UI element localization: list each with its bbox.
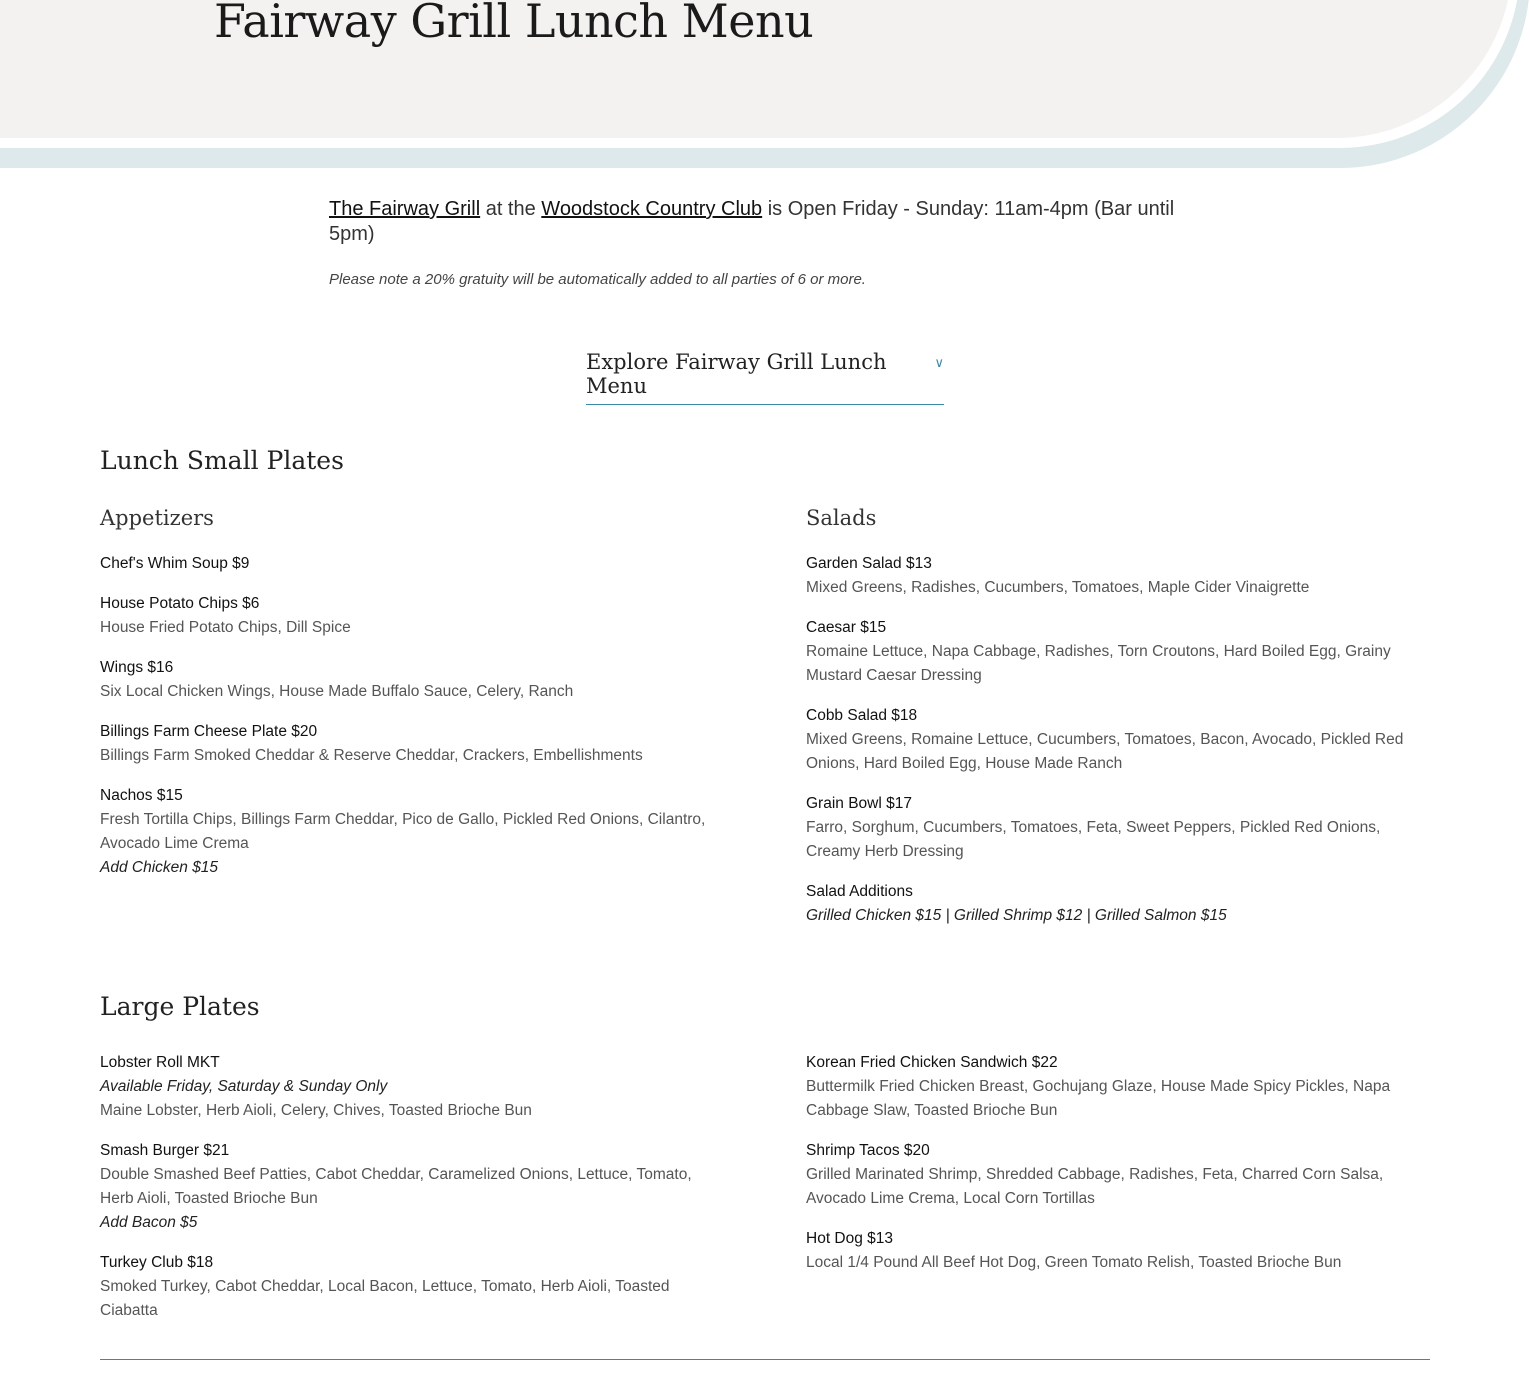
menu-item [100, 784, 725, 880]
item-description: Double Smashed Beef Patties, Cabot Cheddar, Caramelized Onions, Lettuce, Tomato, Herb Aioli, Toasted Brioche Bun [100, 1166, 692, 1207]
item-description: Maine Lobster, Herb Aioli, Celery, Chives, Toasted Brioche Bun [100, 1102, 532, 1119]
item-name: Chef's Whim Soup $9 [100, 555, 250, 572]
item-description: Local 1/4 Pound All Beef Hot Dog, Green Tomato Relish, Toasted Brioche Bun [806, 1254, 1342, 1271]
menu-item [806, 880, 1431, 928]
item-description: House Fried Potato Chips, Dill Spice [100, 619, 351, 636]
item-note: Available Friday, Saturday & Sunday Only [100, 1078, 388, 1095]
fairway-grill-link[interactable]: The Fairway Grill [329, 198, 481, 220]
item-addon: Add Chicken $15 [100, 859, 219, 876]
item-addon: Add Bacon $5 [100, 1214, 198, 1231]
chevron-down-icon: ∨ [934, 356, 944, 371]
item-name: Caesar $15 [806, 619, 887, 636]
menu-item [806, 616, 1431, 688]
explore-label: Explore Fairway Grill Lunch Menu [586, 350, 887, 398]
item-name: Grain Bowl $17 [806, 795, 912, 812]
intro-text [329, 197, 1179, 247]
item-description: Fresh Tortilla Chips, Billings Farm Cheddar, Pico de Gallo, Pickled Red Onions, Cilantro, Avocado Lime Crema [100, 811, 706, 852]
menu-item [100, 1251, 725, 1323]
divider [100, 1359, 1430, 1360]
menu-item [100, 720, 725, 768]
item-description: Six Local Chicken Wings, House Made Buffalo Sauce, Celery, Ranch [100, 683, 574, 700]
item-description: Billings Farm Smoked Cheddar & Reserve Cheddar, Crackers, Embellishments [100, 747, 643, 764]
menu-item [100, 1051, 725, 1123]
item-name: Cobb Salad $18 [806, 707, 918, 724]
section-title-large-plates: Large Plates [100, 992, 260, 1021]
gratuity-note: Please note a 20% gratuity will be automatically added to all parties of 6 or more. [329, 271, 866, 288]
menu-item [100, 552, 725, 576]
page-title: Fairway Grill Lunch Menu [214, 0, 814, 48]
salads-column [806, 506, 1431, 944]
item-description: Farro, Sorghum, Cucumbers, Tomatoes, Feta, Sweet Peppers, Pickled Red Onions, Creamy Herb Dressing [806, 819, 1381, 860]
large-right-column [806, 1051, 1431, 1291]
explore-menu-dropdown[interactable] [586, 350, 944, 405]
item-name: Shrimp Tacos $20 [806, 1142, 930, 1159]
item-name: Lobster Roll MKT [100, 1054, 220, 1071]
item-description: Grilled Marinated Shrimp, Shredded Cabbage, Radishes, Feta, Charred Corn Salsa, Avocado Lime Crema, Local Corn Tortillas [806, 1166, 1384, 1207]
item-name: Hot Dog $13 [806, 1230, 894, 1247]
menu-item [806, 1139, 1431, 1211]
item-name: Turkey Club $18 [100, 1254, 214, 1271]
menu-item [806, 552, 1431, 600]
item-name: Billings Farm Cheese Plate $20 [100, 723, 318, 740]
intro-hours: is Open Friday - Sunday: 11am-4pm (Bar until 5pm) [329, 198, 1175, 245]
item-name: Smash Burger $21 [100, 1142, 230, 1159]
item-description: Mixed Greens, Romaine Lettuce, Cucumbers, Tomatoes, Bacon, Avocado, Pickled Red Onions, Hard Boiled Egg, House Made Ranch [806, 731, 1404, 772]
item-description: Romaine Lettuce, Napa Cabbage, Radishes, Torn Croutons, Hard Boiled Egg, Grainy Mustard Caesar Dressing [806, 643, 1391, 684]
menu-item [100, 592, 725, 640]
item-description: Mixed Greens, Radishes, Cucumbers, Tomatoes, Maple Cider Vinaigrette [806, 579, 1310, 596]
item-name: Wings $16 [100, 659, 174, 676]
menu-item [806, 1051, 1431, 1123]
appetizers-title: Appetizers [100, 506, 214, 530]
item-name: Nachos $15 [100, 787, 183, 804]
item-name: House Potato Chips $6 [100, 595, 260, 612]
appetizers-column [100, 506, 725, 896]
menu-item [806, 792, 1431, 864]
intro-mid: at the [480, 198, 542, 220]
menu-item [100, 1139, 725, 1235]
item-name: Salad Additions [806, 883, 913, 900]
woodstock-link[interactable]: Woodstock Country Club [541, 198, 763, 220]
section-title-small-plates: Lunch Small Plates [100, 446, 344, 475]
item-description: Buttermilk Fried Chicken Breast, Gochujang Glaze, House Made Spicy Pickles, Napa Cabbage Slaw, Toasted Brioche Bun [806, 1078, 1391, 1119]
item-description: Smoked Turkey, Cabot Cheddar, Local Bacon, Lettuce, Tomato, Herb Aioli, Toasted Ciabatta [100, 1278, 670, 1319]
menu-item [100, 656, 725, 704]
item-addon: Grilled Chicken $15 | Grilled Shrimp $12 | Grilled Salmon $15 [806, 907, 1227, 924]
menu-item [806, 1227, 1431, 1275]
menu-item [806, 704, 1431, 776]
salads-title: Salads [806, 506, 877, 530]
item-name: Garden Salad $13 [806, 555, 932, 572]
large-left-column [100, 1051, 725, 1339]
item-name: Korean Fried Chicken Sandwich $22 [806, 1054, 1058, 1071]
